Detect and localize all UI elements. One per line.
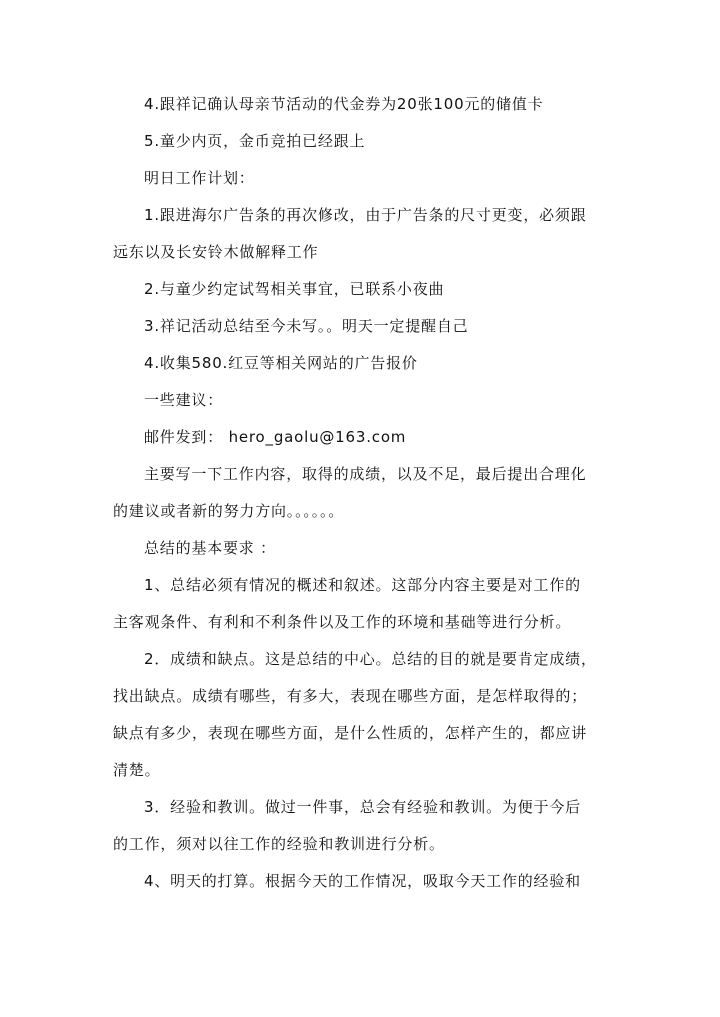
text-line: 3.祥记活动总结至今未写。。明天一定提醒自己 [144,317,469,335]
text-line: 一些建议： [144,391,224,409]
text-line: 4.跟祥记确认母亲节活动的代金券为20张100元的储值卡 [144,95,544,113]
paragraph-plan-2 [113,271,613,308]
text-line: 2.与童少约定试驾相关事宜，已联系小夜曲 [144,280,445,298]
paragraph-heading-suggestions [113,382,613,419]
text-line: 邮件发到： hero_gaolu@163.com [144,428,407,446]
text-line: 主客观条件、有利和不利条件以及工作的环境和基础等进行分析。 [113,613,572,631]
text-line: 2．成绩和缺点。这是总结的中心。总结的目的就是要肯定成绩， [144,650,597,668]
paragraph-plan-3 [113,308,613,345]
paragraph-req-3 [113,789,613,863]
paragraph-advice [113,456,613,530]
paragraph-plan-1 [113,197,613,271]
text-line: 的建议或者新的努力方向。。。。。。 [113,502,345,520]
text-line: 远东以及长安铃木做解释工作 [113,243,319,261]
text-line: 1、总结必须有情况的概述和叙述。这部分内容主要是对工作的 [144,576,581,594]
text-line: 找出缺点。成绩有哪些，有多大，表现在哪些方面，是怎样取得的； [113,687,588,705]
text-line: 清楚。 [113,761,161,779]
text-line: 缺点有多少，表现在哪些方面，是什么性质的，怎样产生的，都应讲 [113,724,588,742]
paragraph-heading-requirements [113,530,613,567]
text-line: 明日工作计划： [144,169,255,187]
paragraph-req-4 [113,863,613,900]
text-line: 的工作，须对以往工作的经验和教训进行分析。 [113,835,445,853]
paragraph-plan-4 [113,345,613,382]
text-line: 主要写一下工作内容，取得的成绩，以及不足，最后提出合理化 [144,465,587,483]
paragraph-heading-tomorrow [113,160,613,197]
paragraph-req-1 [113,567,613,641]
paragraph-line-2 [113,123,613,160]
paragraph-req-2 [113,641,613,789]
paragraph-line-1 [113,86,613,123]
text-line: 4.收集580.红豆等相关网站的广告报价 [144,354,418,372]
paragraph-email-line [113,419,613,456]
text-line: 1.跟进海尔广告条的再次修改，由于广告条的尺寸更变，必须跟 [144,206,587,224]
text-line: 总结的基本要求 ： [144,539,276,557]
text-line: 3．经验和教训。做过一件事，总会有经验和教训。为便于今后 [144,798,581,816]
text-line: 4、明天的打算。根据今天的工作情况，吸取今天工作的经验和 [144,872,581,890]
document-body [113,86,613,900]
text-line: 5.童少内页，金币竞拍已经跟上 [144,132,366,150]
